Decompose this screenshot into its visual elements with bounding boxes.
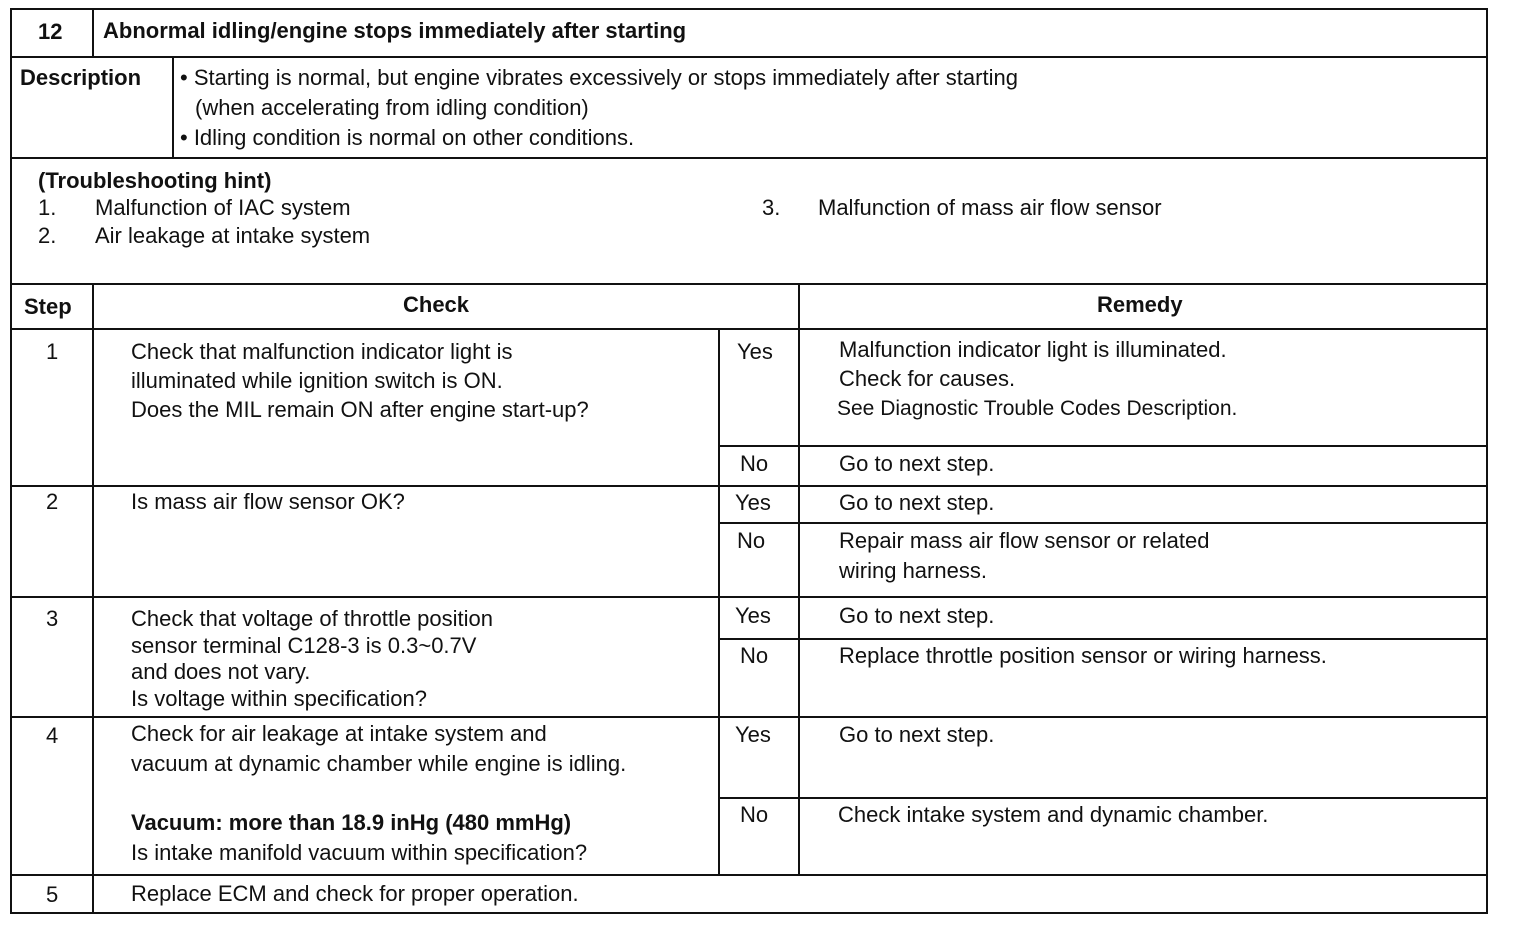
remedy-line: Go to next step. bbox=[839, 722, 995, 747]
description-divider bbox=[172, 56, 174, 158]
column-head-check: Check bbox=[403, 292, 470, 317]
check-line: Does the MIL remain ON after engine start-up? bbox=[131, 397, 589, 422]
rule-step4-split bbox=[718, 797, 1488, 799]
hint-item-text: Air leakage at intake system bbox=[95, 223, 371, 248]
col-step-divider bbox=[92, 283, 94, 914]
rule-column-heads bbox=[10, 328, 1488, 330]
no-label: No bbox=[740, 643, 769, 668]
rule-header bbox=[10, 56, 1488, 58]
remedy-line: Repair mass air flow sensor or related bbox=[839, 528, 1210, 553]
rule-step1-split bbox=[718, 445, 1488, 447]
check-line: Check that voltage of throttle position bbox=[131, 606, 493, 631]
check-line: and does not vary. bbox=[131, 659, 311, 684]
hint-item-number: 3. bbox=[762, 195, 781, 220]
vacuum-spec: Vacuum: more than 18.9 inHg (480 mmHg) bbox=[131, 810, 572, 835]
remedy-line: Go to next step. bbox=[839, 490, 995, 515]
check-line: Check for air leakage at intake system and bbox=[131, 721, 547, 746]
rule-step2 bbox=[10, 596, 1488, 598]
page-title: Abnormal idling/engine stops immediately after starting bbox=[103, 18, 687, 43]
col-yesno-divider bbox=[718, 328, 720, 875]
step-number: 2 bbox=[46, 489, 59, 514]
check-line: Replace ECM and check for proper operation. bbox=[131, 881, 579, 906]
remedy-line: Check for causes. bbox=[839, 366, 1016, 391]
step-number: 5 bbox=[46, 882, 59, 907]
hint-item-text: Malfunction of mass air flow sensor bbox=[818, 195, 1162, 220]
header-divider bbox=[92, 8, 94, 56]
column-head-step: Step bbox=[24, 294, 72, 319]
remedy-line: Go to next step. bbox=[839, 451, 995, 476]
no-label: No bbox=[737, 528, 766, 553]
rule-step3 bbox=[10, 716, 1488, 718]
rule-step2-split bbox=[718, 522, 1488, 524]
remedy-line: See Diagnostic Trouble Codes Description. bbox=[837, 397, 1238, 420]
hint-item-number: 1. bbox=[38, 195, 57, 220]
description-label: Description bbox=[20, 65, 142, 90]
step-number: 4 bbox=[46, 723, 59, 748]
rule-step4 bbox=[10, 874, 1488, 876]
rule-description bbox=[10, 157, 1488, 159]
check-line: vacuum at dynamic chamber while engine is idling. bbox=[131, 751, 627, 776]
col-remedy-divider bbox=[798, 283, 800, 875]
no-label: No bbox=[740, 802, 769, 827]
border-right bbox=[1486, 8, 1488, 914]
description-line: • Idling condition is normal on other conditions. bbox=[180, 125, 635, 150]
no-label: No bbox=[740, 451, 769, 476]
remedy-line: Check intake system and dynamic chamber. bbox=[838, 802, 1269, 827]
rule-step3-split bbox=[718, 638, 1488, 640]
hint-item-number: 2. bbox=[38, 223, 57, 248]
check-line: illuminated while ignition switch is ON. bbox=[131, 368, 503, 393]
border-top bbox=[10, 8, 1488, 10]
column-head-remedy: Remedy bbox=[1097, 292, 1183, 317]
check-line: Is voltage within specification? bbox=[131, 686, 427, 711]
section-number: 12 bbox=[38, 19, 63, 44]
remedy-line: wiring harness. bbox=[839, 558, 987, 583]
remedy-line: Malfunction indicator light is illuminated. bbox=[839, 337, 1227, 362]
step-number: 1 bbox=[46, 339, 59, 364]
check-line: Check that malfunction indicator light is bbox=[131, 339, 513, 364]
description-line: (when accelerating from idling condition) bbox=[195, 95, 589, 120]
check-line: Is intake manifold vacuum within specification? bbox=[131, 840, 588, 865]
yes-label: Yes bbox=[735, 490, 771, 515]
rule-hint bbox=[10, 283, 1488, 285]
border-left bbox=[10, 8, 12, 914]
remedy-line: Replace throttle position sensor or wiring harness. bbox=[839, 643, 1327, 668]
step-number: 3 bbox=[46, 606, 59, 631]
check-line: sensor terminal C128-3 is 0.3~0.7V bbox=[131, 633, 477, 658]
remedy-line: Go to next step. bbox=[839, 603, 995, 628]
check-line: Is mass air flow sensor OK? bbox=[131, 489, 405, 514]
yes-label: Yes bbox=[735, 603, 771, 628]
yes-label: Yes bbox=[737, 339, 773, 364]
hint-item-text: Malfunction of IAC system bbox=[95, 195, 351, 220]
description-line: • Starting is normal, but engine vibrates excessively or stops immediately after starting bbox=[180, 65, 1018, 90]
hint-heading: (Troubleshooting hint) bbox=[38, 168, 272, 193]
yes-label: Yes bbox=[735, 722, 771, 747]
border-bottom bbox=[10, 912, 1488, 914]
